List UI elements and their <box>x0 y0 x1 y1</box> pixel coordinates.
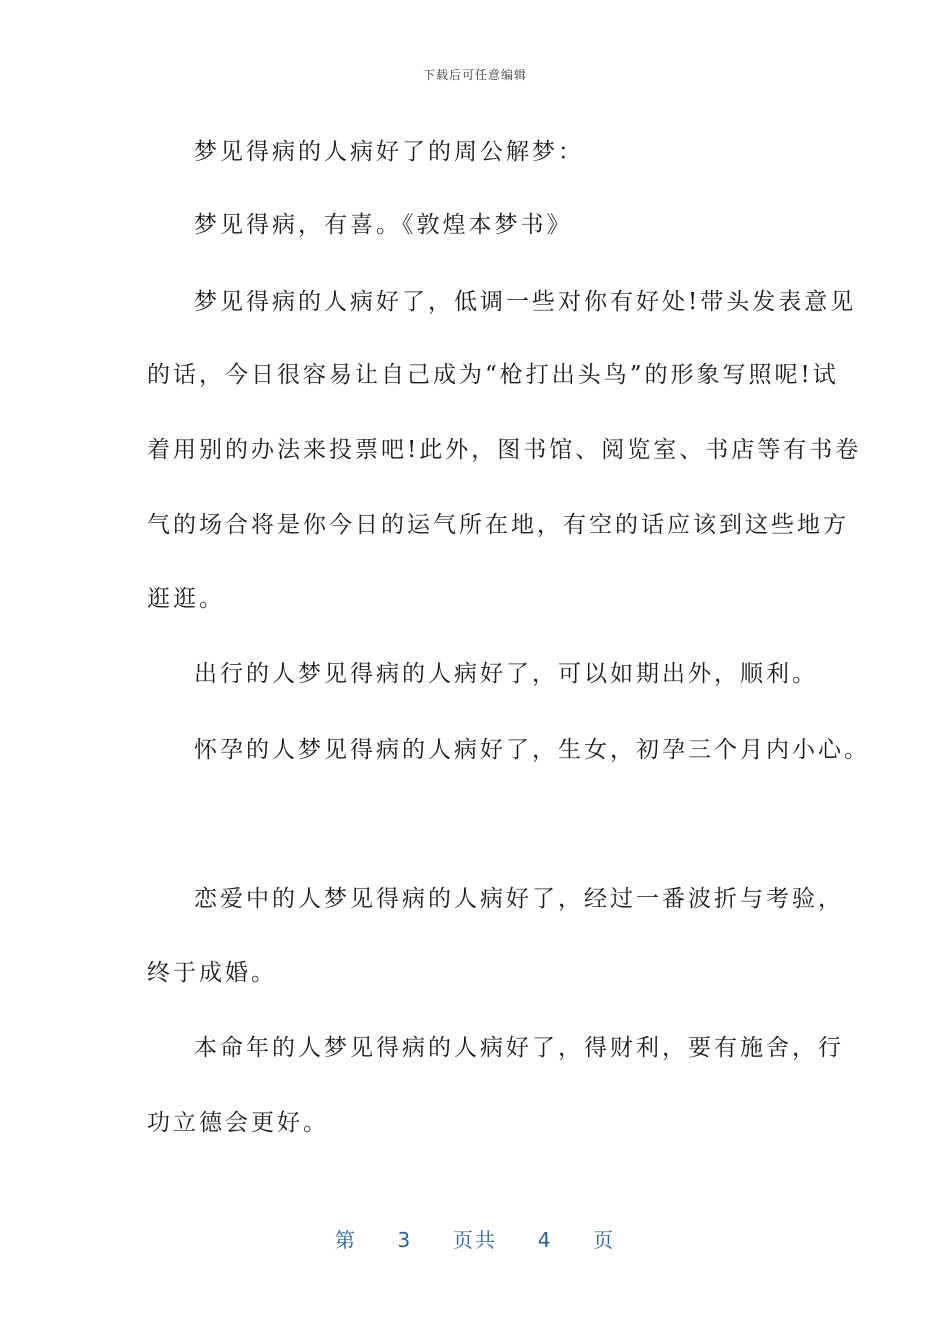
paragraph-line-10: 恋爱中的人梦见得病的人病好了，经过一番波折与考验， <box>194 886 844 912</box>
paragraph-line-6: 气的场合将是你今日的运气所在地，有空的话应该到这些地方 <box>147 512 849 538</box>
header-note: 下载后可任意编辑 <box>422 68 527 82</box>
total-page-number: 4 <box>537 1228 553 1252</box>
paragraph-line-11: 终于成婚。 <box>147 960 277 986</box>
paragraph-line-1: 梦见得病的人病好了的周公解梦： <box>194 139 584 165</box>
paragraph-line-12: 本命年的人梦见得病的人病好了，得财利，要有施舍，行 <box>194 1035 844 1061</box>
paragraph-line-7: 逛逛。 <box>147 586 225 612</box>
paragraph-line-8: 出行的人梦见得病的人病好了，可以如期出外，顺利。 <box>194 661 818 687</box>
paragraph-line-4: 的话，今日很容易让自己成为“枪打出头鸟”的形象写照呢!试 <box>147 362 839 388</box>
current-page-number: 3 <box>397 1228 413 1252</box>
paragraph-line-13: 功立德会更好。 <box>147 1110 329 1136</box>
page-label-mid: 页共 <box>453 1228 497 1252</box>
page-label-suffix: 页 <box>593 1228 616 1252</box>
paragraph-line-2: 梦见得病，有喜。《敦煌本梦书》 <box>194 212 573 238</box>
page-footer <box>0 1224 950 1253</box>
paragraph-line-5: 着用别的办法来投票吧!此外，图书馆、阅览室、书店等有书卷 <box>147 437 862 463</box>
paragraph-line-3: 梦见得病的人病好了，低调一些对你有好处!带头发表意见 <box>194 289 857 315</box>
page-label-prefix: 第 <box>334 1228 357 1252</box>
paragraph-line-9: 怀孕的人梦见得病的人病好了，生女，初孕三个月内小心。 <box>194 737 870 763</box>
